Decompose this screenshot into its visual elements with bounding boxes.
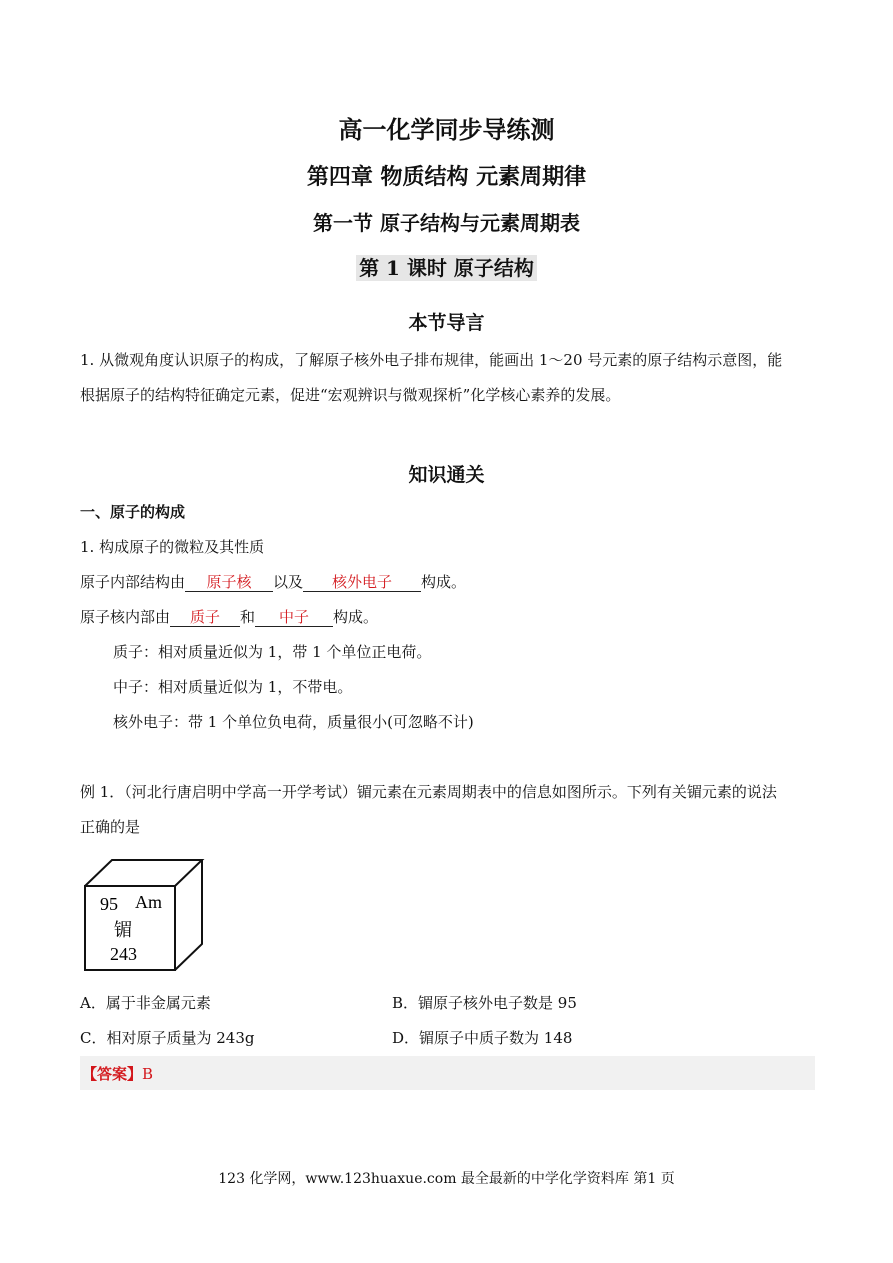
proton-desc: 质子：相对质量近似为 1，带 1 个单位正电荷。 <box>113 643 432 661</box>
cube-side-face <box>175 860 202 970</box>
option-a: A．属于非金属元素 <box>80 994 211 1012</box>
answer-line <box>82 1064 153 1084</box>
answer-value: B <box>142 1065 154 1083</box>
atomic-number: 95 <box>100 894 118 914</box>
part1-title: 一、原子的构成 <box>80 503 186 521</box>
cube-top-face <box>85 860 202 886</box>
blank-neutron: 中子 <box>255 608 333 627</box>
blank-proton: 质子 <box>170 608 240 627</box>
chapter-title: 第四章 物质结构 元素周期律 <box>306 164 587 190</box>
atomic-mass: 243 <box>110 944 137 964</box>
answer-bar <box>80 1056 815 1090</box>
lesson-title <box>0 252 893 281</box>
atom-line-prefix: 原子内部结构由 <box>80 573 186 591</box>
section-title: 第一节 原子结构与元素周期表 <box>313 211 580 235</box>
example-line-2: 正确的是 <box>80 818 141 836</box>
element-cube-figure <box>78 854 210 974</box>
atom-structure-line <box>80 572 466 592</box>
item1-title: 1. 构成原子的微粒及其性质 <box>80 538 265 556</box>
knowledge-heading: 知识通关 <box>408 464 485 486</box>
option-b: B．镅原子核外电子数是 95 <box>392 994 577 1012</box>
option-c: C．相对原子质量为 243g <box>80 1029 255 1047</box>
lesson-title-text: 第 1 课时 原子结构 <box>356 255 537 281</box>
atom-line-mid: 以及 <box>273 573 304 591</box>
nucleus-line-mid: 和 <box>240 608 256 626</box>
intro-line-1: 1. 从微观角度认识原子的构成，了解原子核外电子排布规律，能画出 1～20 号元素的原子结构示意图，能 <box>80 351 783 369</box>
nucleus-line-suffix: 构成。 <box>333 608 379 626</box>
page-footer: 123 化学网，www.123huaxue.com 最全最新的中学化学资料库 第1 页 <box>218 1171 675 1187</box>
intro-heading: 本节导言 <box>408 312 485 334</box>
element-symbol: Am <box>135 892 162 912</box>
atom-line-suffix: 构成。 <box>421 573 467 591</box>
blank-nucleus: 原子核 <box>185 573 273 592</box>
element-name: 镅 <box>114 920 132 941</box>
nucleus-structure-line <box>80 607 378 627</box>
example-line-1: 例 1．（河北行唐启明中学高一开学考试）镅元素在元素周期表中的信息如图所示。下列有关镅元素的说法 <box>80 783 777 801</box>
electron-desc: 核外电子：带 1 个单位负电荷，质量很小(可忽略不计) <box>113 713 474 731</box>
main-title: 高一化学同步导练测 <box>338 115 555 144</box>
nucleus-line-prefix: 原子核内部由 <box>80 608 171 626</box>
neutron-desc: 中子：相对质量近似为 1，不带电。 <box>113 678 353 696</box>
blank-electron: 核外电子 <box>303 573 421 592</box>
answer-label: 【答案】 <box>82 1065 143 1083</box>
option-d: D．镅原子中质子数为 148 <box>392 1029 573 1047</box>
intro-line-2: 根据原子的结构特征确定元素，促进“宏观辨识与微观探析”化学核心素养的发展。 <box>80 386 621 404</box>
